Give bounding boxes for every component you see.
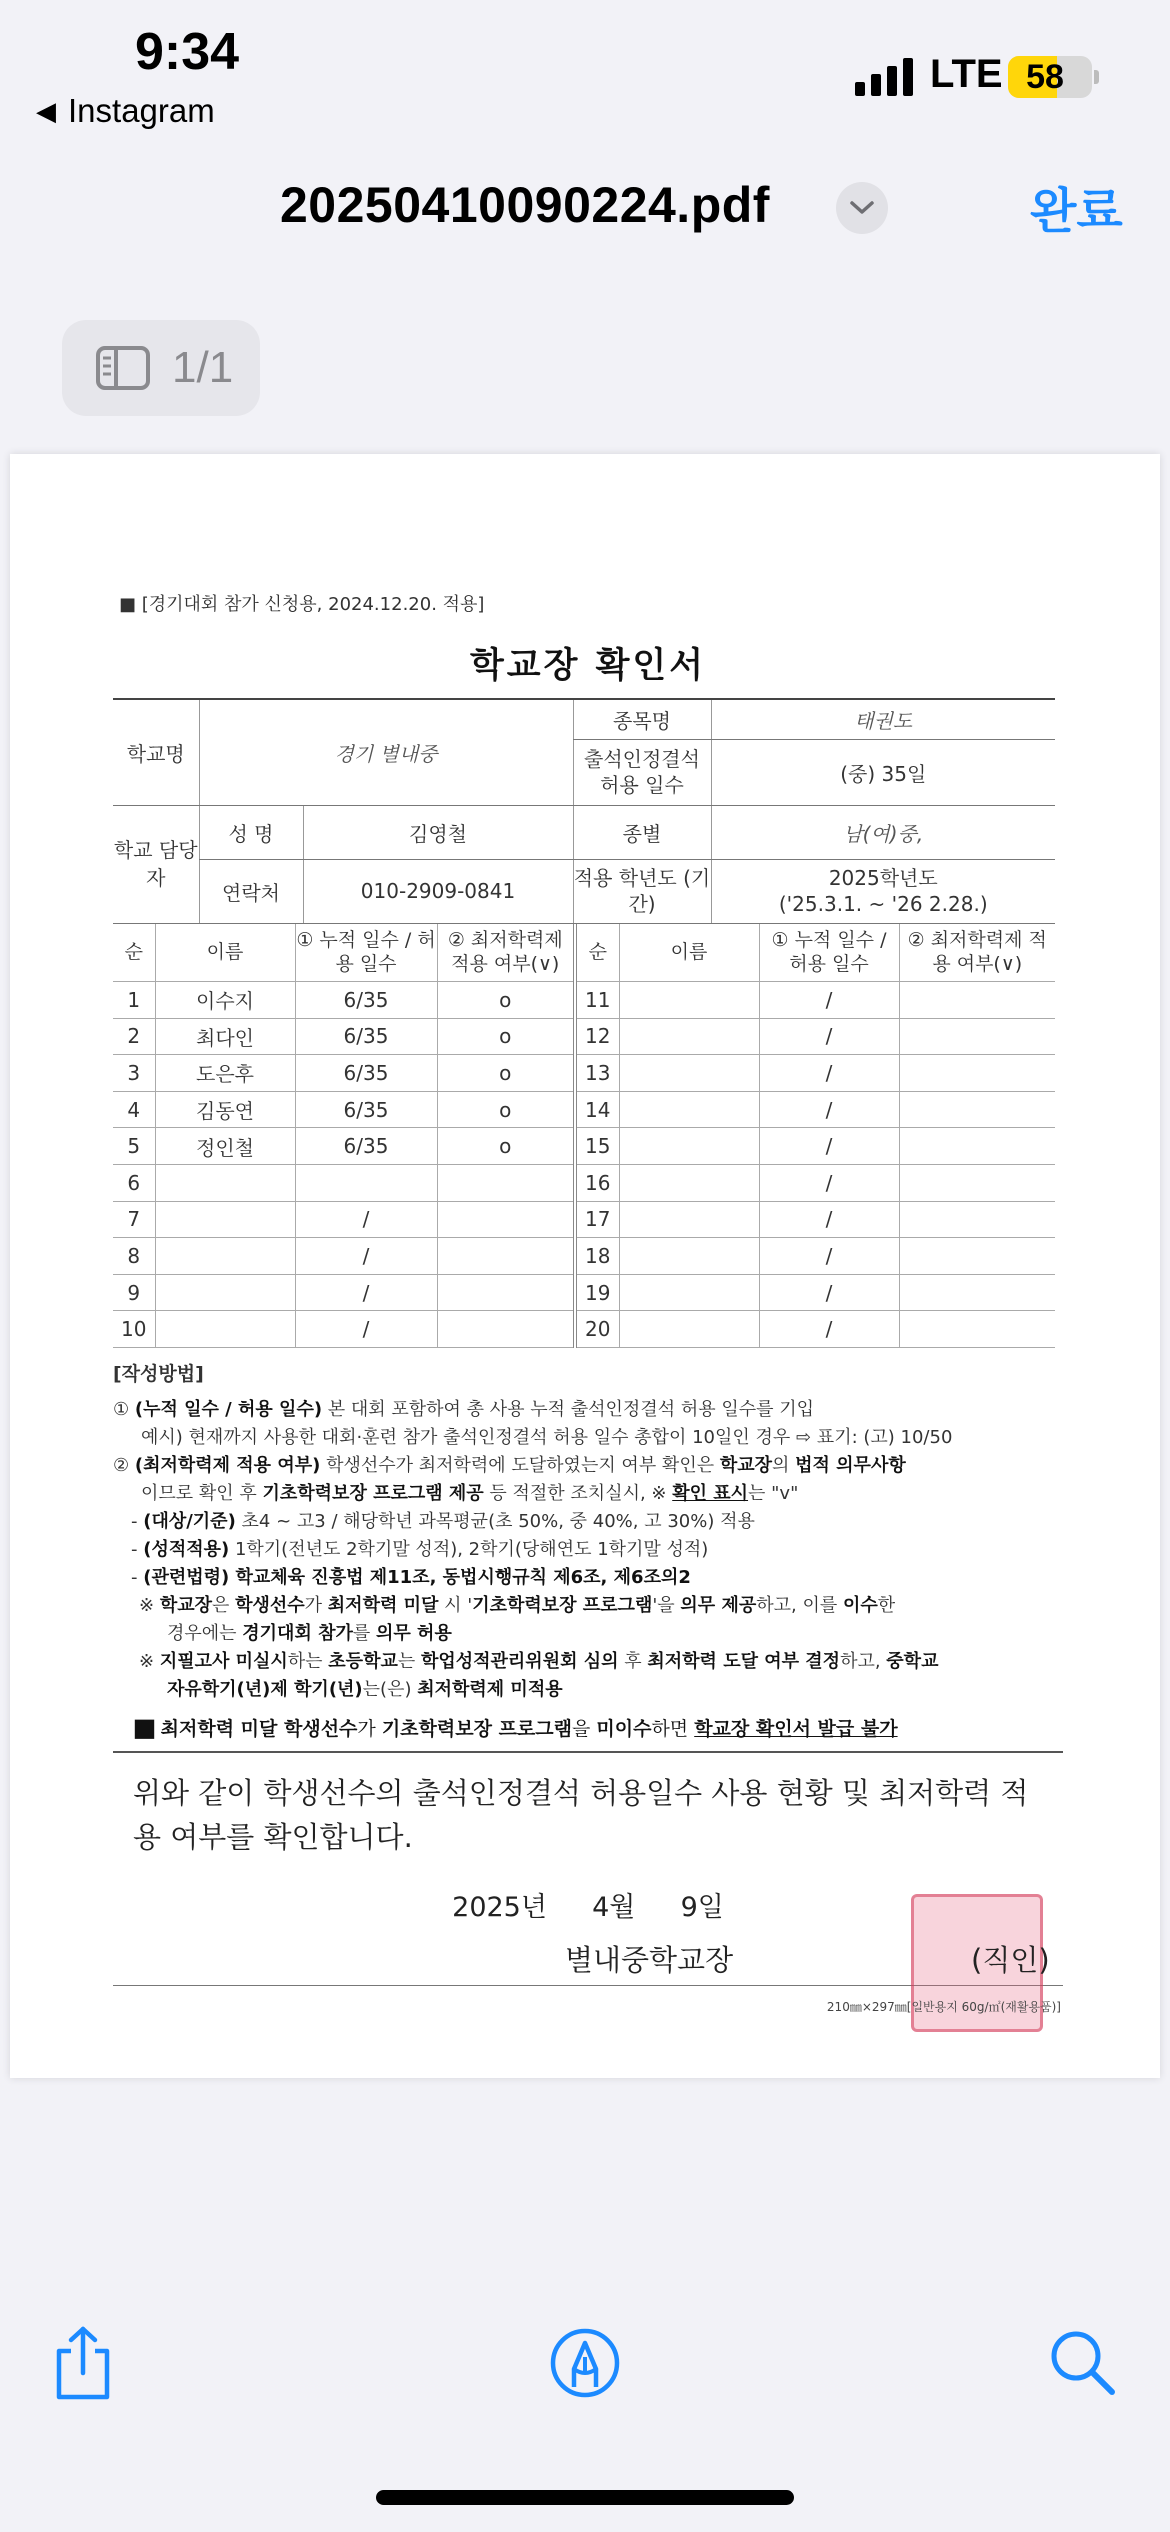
cell-no: 4 bbox=[113, 1091, 155, 1128]
status-bar bbox=[0, 0, 1170, 150]
table-row bbox=[113, 982, 1055, 1019]
cell-no: 1 bbox=[113, 982, 155, 1019]
method-line-4: 이므로 확인 후 기초학력보장 프로그램 제공 등 적절한 조치실시, ※ 확인 표시는 "v" bbox=[141, 1482, 799, 1504]
network-label: LTE bbox=[930, 52, 1003, 96]
method-line-9: 경우에는 경기대회 참가를 의무 허용 bbox=[167, 1622, 452, 1644]
share-button[interactable] bbox=[38, 2318, 128, 2408]
name-value: 김영철 bbox=[303, 805, 573, 859]
allowed-days-label: 출석인정결석 허용 일수 bbox=[573, 739, 711, 805]
header-name: 이름 bbox=[155, 924, 295, 982]
cell-days: 6/35 bbox=[295, 1055, 437, 1092]
done-button[interactable]: 완료 bbox=[1030, 183, 1123, 239]
cell-name bbox=[155, 1201, 295, 1238]
cell-days: / bbox=[759, 1055, 899, 1092]
table-row bbox=[113, 1018, 1055, 1055]
cell-flag bbox=[437, 1201, 575, 1238]
method-line-7: - (관련법령) 학교체육 진흥법 제11조, 동법시행규칙 제6조, 제6조의2 bbox=[131, 1566, 691, 1588]
cell-no: 6 bbox=[113, 1164, 155, 1201]
method-line-11: 자유학기(년)제 학기(년)는(은) 최저학력제 미적용 bbox=[167, 1678, 563, 1700]
cell-flag bbox=[899, 1091, 1055, 1128]
cell-name: 정인철 bbox=[155, 1128, 295, 1165]
gender-label: 종별 bbox=[573, 805, 711, 859]
cell-name bbox=[619, 1201, 759, 1238]
back-app-label: Instagram bbox=[68, 92, 215, 129]
header-no-2: 순 bbox=[575, 924, 619, 982]
pdf-page[interactable] bbox=[10, 454, 1160, 2078]
page-indicator: 1/1 bbox=[172, 343, 234, 392]
status-time: 9:34 bbox=[135, 23, 240, 81]
header-no: 순 bbox=[113, 924, 155, 982]
gender-value: 남(여)중, bbox=[711, 805, 1055, 859]
cell-name: 최다인 bbox=[155, 1018, 295, 1055]
cell-days: / bbox=[759, 1201, 899, 1238]
page-thumbnails-button[interactable] bbox=[62, 320, 260, 416]
cell-flag: o bbox=[437, 1128, 575, 1165]
sport-label: 종목명 bbox=[573, 699, 711, 739]
cell-name bbox=[619, 1274, 759, 1311]
header-name-2: 이름 bbox=[619, 924, 759, 982]
cell-no: 9 bbox=[113, 1274, 155, 1311]
name-label: 성 명 bbox=[199, 805, 303, 859]
seal-label: (직인) bbox=[971, 1942, 1050, 1977]
cell-flag bbox=[899, 1311, 1055, 1348]
table-row bbox=[113, 1238, 1055, 1275]
cell-flag bbox=[899, 1201, 1055, 1238]
cell-days: 6/35 bbox=[295, 1091, 437, 1128]
cell-no: 16 bbox=[575, 1164, 619, 1201]
info-table bbox=[113, 698, 1055, 924]
method-line-10: ※ 지필고사 미실시하는 초등학교는 학업성적관리위원회 심의 후 최저학력 도달 여부 결정하고, 중학교 bbox=[139, 1650, 939, 1672]
writing-method bbox=[113, 1360, 1063, 1704]
cell-name bbox=[619, 1238, 759, 1275]
principal-title: 별내중학교장 bbox=[565, 1942, 734, 1977]
table-row bbox=[113, 1311, 1055, 1348]
year-label: 적용 학년도 (기간) bbox=[573, 859, 711, 923]
cell-no: 7 bbox=[113, 1201, 155, 1238]
cell-flag bbox=[899, 1164, 1055, 1201]
document-title[interactable]: 20250410090224.pdf bbox=[280, 177, 770, 233]
cell-flag bbox=[899, 1238, 1055, 1275]
student-table bbox=[113, 924, 1055, 1348]
cell-name bbox=[619, 1091, 759, 1128]
cell-flag bbox=[437, 1311, 575, 1348]
cell-days: 6/35 bbox=[295, 1128, 437, 1165]
markup-button[interactable] bbox=[540, 2318, 630, 2408]
date-day: 9일 bbox=[680, 1891, 724, 1923]
cell-days: / bbox=[759, 1274, 899, 1311]
back-triangle-icon: ◀ bbox=[36, 95, 56, 126]
method-line-8: ※ 학교장은 학생선수가 최저학력 미달 시 '기초학력보장 프로그램'을 의무 제공하고, 이를 이수한 bbox=[139, 1594, 896, 1616]
search-button[interactable] bbox=[1038, 2318, 1128, 2408]
cell-days: / bbox=[295, 1201, 437, 1238]
cell-name bbox=[619, 1164, 759, 1201]
cell-name bbox=[155, 1311, 295, 1348]
cell-name bbox=[619, 1018, 759, 1055]
contact-value: 010-2909-0841 bbox=[303, 859, 573, 923]
allowed-days-value: (중) 35일 bbox=[711, 739, 1055, 805]
cell-name: 도은후 bbox=[155, 1055, 295, 1092]
cell-no: 8 bbox=[113, 1238, 155, 1275]
method-line-3: ② (최저학력제 적용 여부) 학생선수가 최저학력에 도달하였는지 여부 확인은 학교장의 법적 의무사항 bbox=[113, 1454, 906, 1476]
method-line-1: ① (누적 일수 / 허용 일수) 본 대회 포함하여 총 사용 누적 출석인정결석 허용 일수를 기입 bbox=[113, 1398, 814, 1420]
cell-flag bbox=[899, 1128, 1055, 1165]
cell-flag bbox=[899, 1018, 1055, 1055]
table-header-row bbox=[113, 924, 1055, 982]
cell-days: / bbox=[759, 1128, 899, 1165]
cell-no: 10 bbox=[113, 1311, 155, 1348]
school-label: 학교명 bbox=[113, 699, 199, 805]
method-line-2: 예시) 현재까지 사용한 대회·훈련 참가 출석인정결석 허용 일수 총합이 10일인 경우 ⇨ 표기: (고) 10/50 bbox=[141, 1426, 953, 1448]
cell-flag: o bbox=[437, 982, 575, 1019]
cell-flag: o bbox=[437, 1091, 575, 1128]
header-flag-2: ② 최저학력제 적용 여부(∨) bbox=[899, 924, 1055, 982]
cell-name bbox=[619, 1311, 759, 1348]
back-to-app-button[interactable] bbox=[36, 92, 215, 130]
signal-icon bbox=[855, 56, 913, 96]
cell-name bbox=[619, 1128, 759, 1165]
sidebar-icon bbox=[96, 346, 150, 390]
cell-days: / bbox=[759, 1164, 899, 1201]
cell-name bbox=[155, 1164, 295, 1201]
cell-days: / bbox=[759, 1091, 899, 1128]
contact-label: 연락처 bbox=[199, 859, 303, 923]
table-row bbox=[113, 1091, 1055, 1128]
cell-no: 18 bbox=[575, 1238, 619, 1275]
cell-name bbox=[155, 1238, 295, 1275]
cell-days bbox=[295, 1164, 437, 1201]
person-label: 학교 담당자 bbox=[113, 805, 199, 923]
table-row bbox=[113, 1164, 1055, 1201]
cell-name bbox=[619, 982, 759, 1019]
cell-no: 14 bbox=[575, 1091, 619, 1128]
cell-no: 17 bbox=[575, 1201, 619, 1238]
year-cell bbox=[711, 859, 1055, 923]
sport-value: 태권도 bbox=[711, 699, 1055, 739]
document-header-note: ■ [경기대회 참가 신청용, 2024.12.20. 적용] bbox=[119, 594, 485, 615]
cell-days: / bbox=[295, 1311, 437, 1348]
cell-flag bbox=[437, 1274, 575, 1311]
cell-name: 이수지 bbox=[155, 982, 295, 1019]
document-content bbox=[113, 590, 1063, 2014]
method-line-6: - (성적적용) 1학기(전년도 2학기말 성적), 2학기(당해연도 1학기말 성적) bbox=[131, 1538, 709, 1560]
header-flag: ② 최저학력제 적용 여부(∨) bbox=[437, 924, 575, 982]
cell-days: / bbox=[759, 1018, 899, 1055]
cell-flag bbox=[899, 1274, 1055, 1311]
date-month: 4월 bbox=[592, 1891, 636, 1923]
search-icon bbox=[1048, 2328, 1118, 2398]
notice-line: ⬛︎ 최저학력 미달 학생선수가 기초학력보장 프로그램을 미이수하면 학교장 확인서 발급 불가 bbox=[113, 1714, 1063, 1753]
table-row bbox=[113, 1128, 1055, 1165]
battery-level: 58 bbox=[1026, 58, 1064, 96]
cell-days: 6/35 bbox=[295, 982, 437, 1019]
table-row bbox=[113, 1274, 1055, 1311]
cell-name: 김동연 bbox=[155, 1091, 295, 1128]
cell-days: / bbox=[759, 1311, 899, 1348]
cell-days: / bbox=[759, 1238, 899, 1275]
home-indicator[interactable] bbox=[376, 2490, 794, 2505]
year-range: ('25.3.1. ~ '26 2.28.) bbox=[778, 892, 988, 916]
date-year: 2025년 bbox=[452, 1891, 547, 1923]
header-days: ① 누적 일수 / 허용 일수 bbox=[295, 924, 437, 982]
signature-line bbox=[113, 1938, 1063, 2014]
paper-info: 210㎜×297㎜[일반용지 60g/㎡(재활용품)] bbox=[826, 1999, 1061, 2014]
document-heading: 학교장 확인서 bbox=[469, 646, 707, 686]
table-row bbox=[113, 1201, 1055, 1238]
cell-days: / bbox=[295, 1274, 437, 1311]
markup-icon bbox=[549, 2327, 621, 2399]
cell-name bbox=[155, 1274, 295, 1311]
cell-flag bbox=[899, 982, 1055, 1019]
cell-flag bbox=[437, 1238, 575, 1275]
confirm-text: 위와 같이 학생선수의 출석인정결석 허용일수 사용 현황 및 최저학력 적용 여부를 확인합니다. bbox=[133, 1775, 1029, 1854]
cell-no: 5 bbox=[113, 1128, 155, 1165]
cell-days: 6/35 bbox=[295, 1018, 437, 1055]
cell-days: / bbox=[295, 1238, 437, 1275]
cell-no: 15 bbox=[575, 1128, 619, 1165]
battery-icon bbox=[1008, 56, 1092, 98]
cell-no: 2 bbox=[113, 1018, 155, 1055]
method-label: [작성방법] bbox=[113, 1362, 204, 1385]
cell-flag: o bbox=[437, 1018, 575, 1055]
cell-no: 20 bbox=[575, 1311, 619, 1348]
school-value: 경기 별내중 bbox=[199, 699, 573, 805]
cell-no: 12 bbox=[575, 1018, 619, 1055]
cell-days: / bbox=[759, 982, 899, 1019]
cell-no: 19 bbox=[575, 1274, 619, 1311]
notice-arrow-icon: ⬛︎ bbox=[135, 1717, 155, 1740]
battery-tip bbox=[1094, 70, 1099, 84]
chevron-down-icon bbox=[849, 200, 875, 216]
table-row bbox=[113, 1055, 1055, 1092]
header-days-2: ① 누적 일수 / 허용 일수 bbox=[759, 924, 899, 982]
title-menu-button[interactable] bbox=[836, 182, 888, 234]
cell-name bbox=[619, 1055, 759, 1092]
cell-flag: o bbox=[437, 1055, 575, 1092]
cell-flag bbox=[437, 1164, 575, 1201]
cell-no: 13 bbox=[575, 1055, 619, 1092]
year-value: 2025학년도 bbox=[828, 866, 938, 890]
method-line-5: - (대상/기준) 초4 ~ 고3 / 해당학년 과목평균(초 50%, 중 40%, 고 30%) 적용 bbox=[131, 1510, 755, 1532]
cell-flag bbox=[899, 1055, 1055, 1092]
share-icon bbox=[51, 2325, 115, 2401]
cell-no: 11 bbox=[575, 982, 619, 1019]
cell-no: 3 bbox=[113, 1055, 155, 1092]
